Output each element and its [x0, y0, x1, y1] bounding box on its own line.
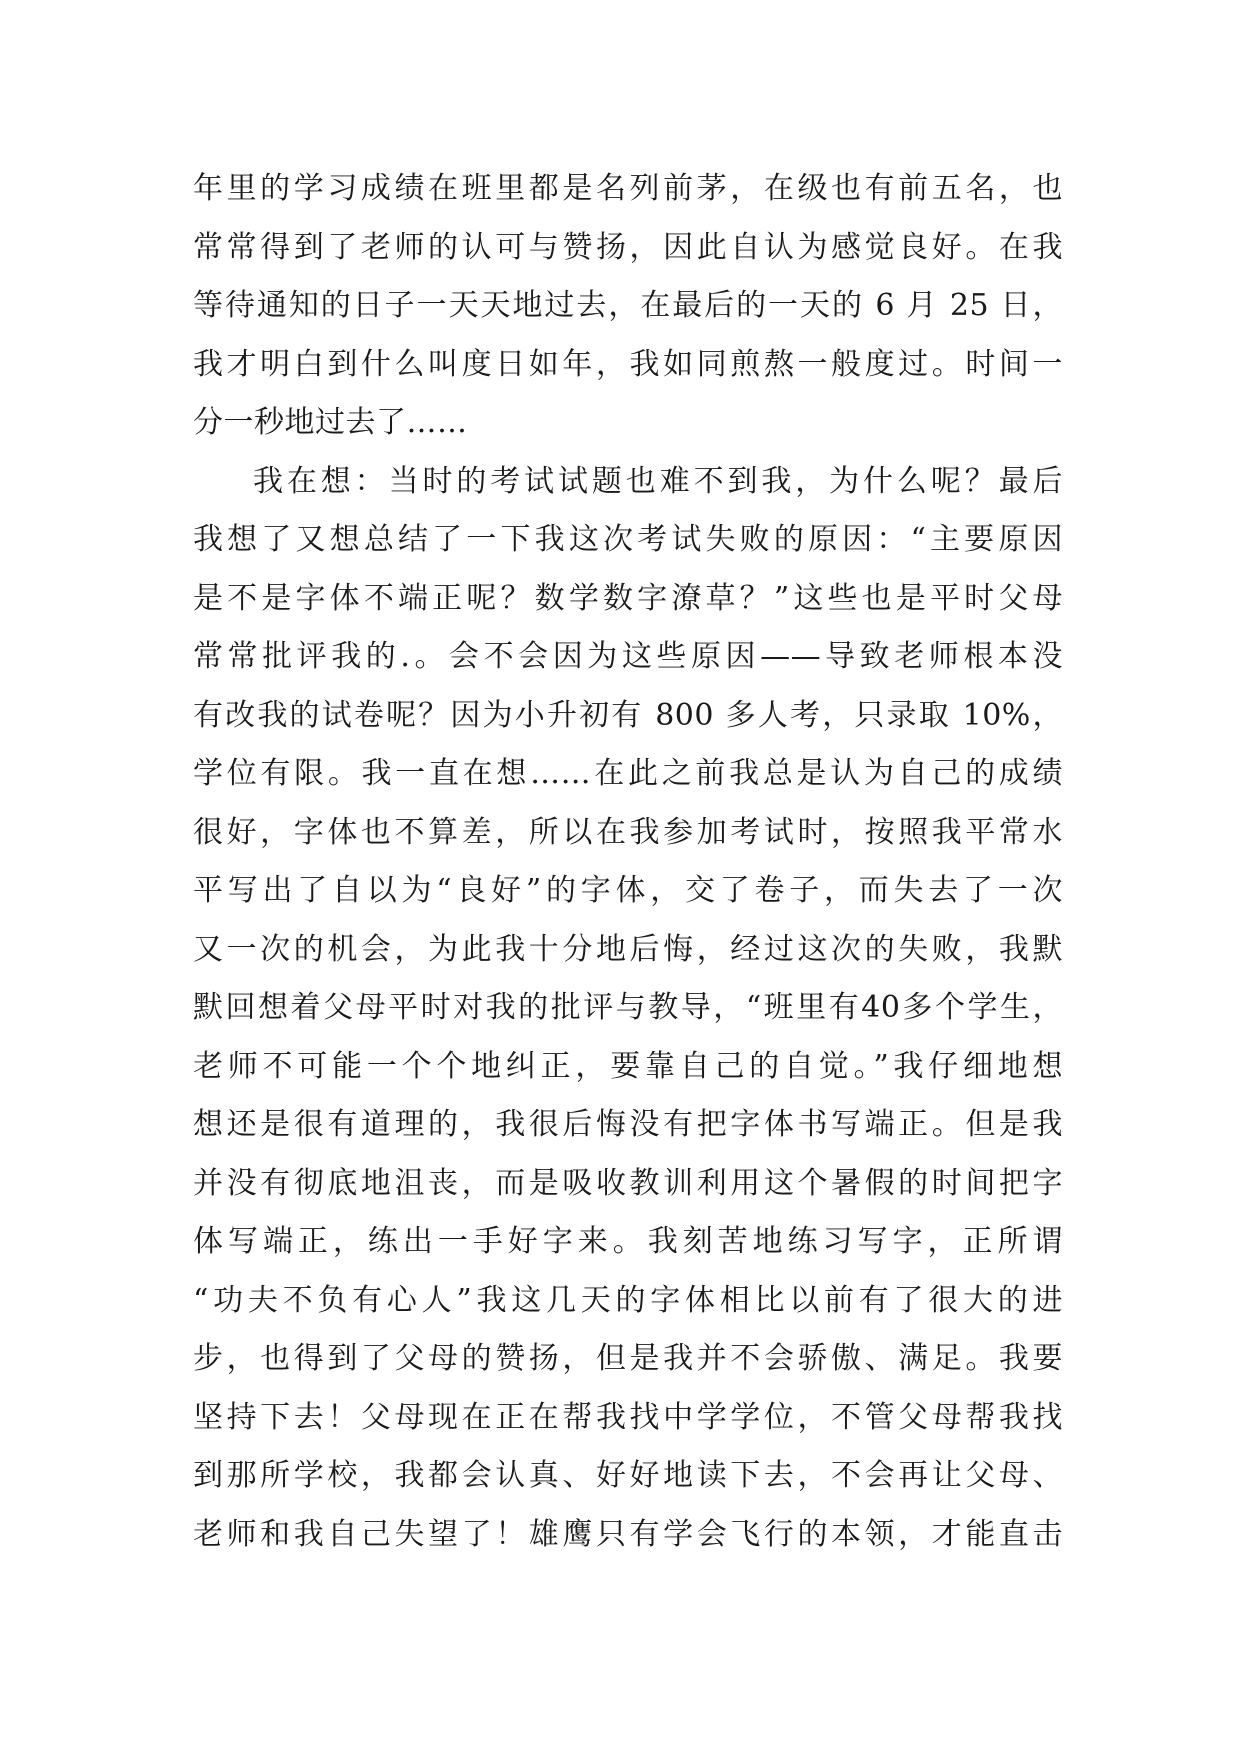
text-line: 很好，字体也不算差，所以在我参加考试时，按照我平常水	[193, 814, 1063, 850]
text-line: 想还是很有道理的，我很后悔没有把字体书写端正。但是我	[193, 1107, 1063, 1142]
text-line: 分一秒地过去了……	[193, 405, 468, 440]
text-line: 老师不可能一个个地纠正，要靠自己的自觉。”我仔细地想	[193, 1048, 1063, 1084]
text-line: 老师和我自己失望了！雄鹰只有学会飞行的本领，才能直击	[193, 1516, 1063, 1552]
text-line: 有改我的试卷呢？因为小升初有 800 多人考，只录取 10%，	[193, 697, 1063, 733]
text-line: 我才明白到什么叫度日如年，我如同煎熬一般度过。时间一	[193, 346, 1063, 382]
body-text	[193, 160, 1063, 1564]
text-line: 坚持下去！父母现在正在帮我找中学学位，不管父母帮我找	[193, 1399, 1063, 1435]
text-line: 常常批评我的.。会不会因为这些原因——导致老师根本没	[193, 639, 1063, 674]
text-line: 常常得到了老师的认可与赞扬，因此自认为感觉良好。在我	[193, 229, 1063, 265]
text-line: 年里的学习成绩在班里都是名列前茅，在级也有前五名，也	[193, 171, 1063, 206]
text-line: 体写端正，练出一手好字来。我刻苦地练习写字，正所谓	[193, 1224, 1063, 1259]
text-line: 是不是字体不端正呢？数学数字潦草？”这些也是平时父母	[193, 580, 1063, 616]
paragraph-first-line: 我在想：当时的考试试题也难不到我，为什么呢？最后	[253, 463, 1063, 499]
text-line: 步，也得到了父母的赞扬，但是我并不会骄傲、满足。我要	[193, 1341, 1063, 1376]
text-line: 又一次的机会，为此我十分地后悔，经过这次的失败，我默	[193, 931, 1063, 967]
text-line: 平写出了自以为“良好”的字体，交了卷子，而失去了一次	[193, 873, 1063, 908]
text-line: 到那所学校，我都会认真、好好地读下去，不会再让父母、	[193, 1458, 1063, 1493]
text-line: “功夫不负有心人”我这几天的字体相比以前有了很大的进	[193, 1282, 1063, 1318]
text-line: 默回想着父母平时对我的批评与教导，“班里有40多个学生，	[193, 990, 1063, 1025]
text-line: 并没有彻底地沮丧，而是吸收教训利用这个暑假的时间把字	[193, 1165, 1063, 1201]
text-line: 学位有限。我一直在想……在此之前我总是认为自己的成绩	[193, 756, 1063, 791]
text-line: 我想了又想总结了一下我这次考试失败的原因：“主要原因	[193, 522, 1063, 557]
text-line: 等待通知的日子一天天地过去，在最后的一天的 6 月 25 日，	[193, 288, 1063, 323]
